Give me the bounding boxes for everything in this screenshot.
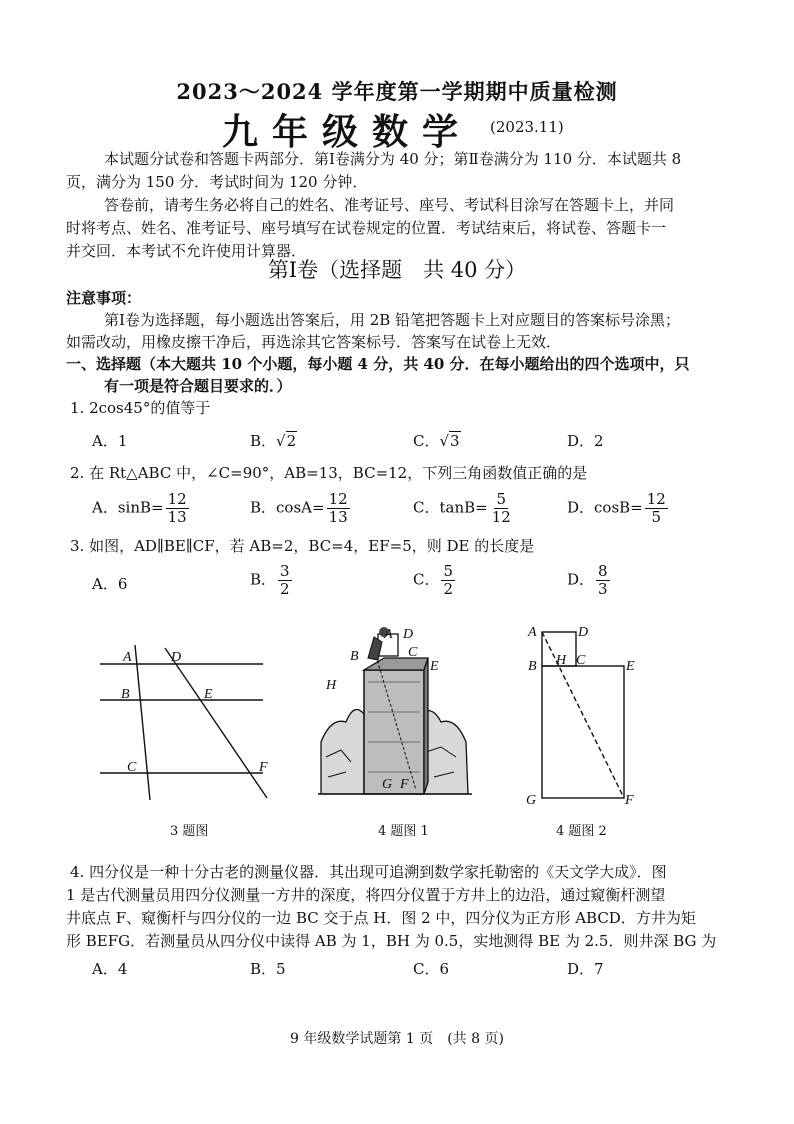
q4-option-a: A．4 — [92, 960, 128, 978]
q1-option-b-label: B． — [250, 432, 277, 450]
q3-option-d — [567, 563, 612, 598]
exam-title: 2023～2024 学年度第一学期期中质量检测 — [176, 79, 618, 104]
label-g: G — [382, 777, 393, 792]
q4-line-2: 1 是古代测量员用四分仪测量一方井的深度，将四分仪置于方井上的边沿，通过窥衡杆测望 — [66, 886, 666, 904]
q3-option-b-label: B． — [250, 570, 277, 589]
label-d: D — [403, 627, 414, 642]
q1-option-c-radicand: 3 — [450, 432, 460, 450]
part-one-line-1: 一、选择题（本大题共 10 个小题，每小题 4 分，共 40 分．在每小题给出的四个选项中，只 — [66, 355, 690, 373]
denominator: 2 — [280, 580, 290, 598]
well-top — [364, 658, 428, 670]
numerator: 5 — [496, 490, 507, 508]
transversal-def — [165, 648, 267, 798]
intro-line-2: 页，满分为 150 分．考试时间为 120 分钟． — [66, 173, 368, 191]
q3-option-d-label: D． — [567, 570, 595, 589]
q3-option-b — [250, 563, 294, 598]
sqrt-symbol: √3 — [439, 432, 460, 450]
label-h: H — [326, 678, 337, 693]
fraction — [596, 563, 610, 598]
page-footer: 9 年级数学试题第 1 页 (共 8 页) — [290, 1031, 504, 1047]
label-d: D — [171, 650, 182, 665]
label-g: G — [526, 793, 537, 808]
q2-option-a-label: A．sinB= — [92, 498, 164, 517]
label-b: B — [350, 649, 359, 664]
denominator: 12 — [491, 508, 511, 526]
q1-option-b-radicand: 2 — [286, 432, 297, 450]
q4-option-d: D．7 — [567, 960, 604, 978]
q4-line-1: 4. 四分仪是一种十分古老的测量仪器．其出现可追溯到数学家托勒密的《天文学大成》．图 — [70, 863, 667, 881]
label-e: E — [204, 687, 213, 702]
numerator: 12 — [167, 490, 187, 508]
intro-line-1: 本试题分试卷和答题卡两部分．第Ⅰ卷满分为 40 分；第Ⅱ卷满分为 110 分．本试题共 8 — [104, 150, 682, 168]
q2-option-c — [413, 491, 515, 526]
denominator: 13 — [167, 508, 187, 526]
part-one-line-2: 有一项是符合题目要求的．） — [104, 377, 292, 395]
well-front — [364, 670, 424, 794]
label-c: C — [576, 653, 586, 668]
figure-3-diagram — [95, 640, 270, 805]
label-e: E — [626, 659, 635, 674]
q3-stem: 3. 如图，AD∥BE∥CF，若 AB=2，BC=4，EF=5，则 DE 的长度是 — [70, 537, 535, 555]
label-c: C — [408, 645, 418, 660]
fraction — [278, 563, 292, 598]
fraction — [441, 563, 455, 598]
q2-stem: 2. 在 Rt△ABC 中，∠C=90°，AB=13，BC=12，下列三角函数值正确的是 — [70, 464, 588, 482]
label-b: B — [528, 659, 537, 674]
notes-line-1: 第Ⅰ卷为选择题，每小题选出答案后，用 2B 铅笔把答题卡上对应题目的答案标号涂黑； — [104, 311, 681, 329]
label-b: B — [121, 687, 130, 702]
fraction — [327, 491, 350, 526]
q1-option-b — [250, 430, 297, 451]
intro-line-5: 并交回．本考试不允许使用计算器． — [66, 242, 307, 260]
fraction — [645, 491, 668, 526]
fraction — [490, 491, 513, 526]
q1-option-c — [413, 430, 461, 451]
label-a: A — [384, 627, 393, 642]
label-c: C — [127, 760, 137, 775]
q2-option-a — [92, 491, 191, 526]
numerator: 12 — [646, 490, 666, 508]
transversal-abc — [135, 645, 150, 800]
q1-option-a: A．1 — [92, 432, 128, 450]
q4-option-b: B．5 — [250, 960, 286, 978]
label-h: H — [556, 653, 567, 668]
figure-4-2-caption: 4 题图 2 — [556, 824, 607, 839]
section-title: 第Ⅰ卷（选择题 共 40 分） — [267, 258, 527, 282]
label-a: A — [528, 625, 537, 640]
label-f: F — [625, 793, 634, 808]
denominator: 3 — [598, 580, 608, 598]
q2-option-d — [567, 491, 670, 526]
q1-option-c-label: C． — [413, 432, 440, 450]
sqrt-symbol: √2 — [276, 432, 297, 450]
q4-line-3: 井底点 F、窥衡杆与四分仪的一边 BC 交于点 H．图 2 中，四分仪为正方形 ABCD．方井为矩 — [66, 909, 696, 927]
figure-4-2-diagram — [522, 620, 652, 810]
label-f: F — [259, 760, 268, 775]
denominator: 2 — [443, 580, 454, 598]
exam-date: (2023.11) — [490, 118, 564, 136]
q2-option-c-label: C．tanB= — [413, 498, 488, 517]
q2-option-d-label: D．cosB= — [567, 498, 643, 517]
q3-option-c — [413, 563, 457, 598]
label-d: D — [578, 625, 589, 640]
label-e: E — [430, 659, 439, 674]
q2-option-b-label: B．cosA= — [250, 498, 325, 517]
notes-heading: 注意事项： — [66, 289, 142, 307]
q2-option-b — [250, 491, 352, 526]
figure-3-caption: 3 题图 — [170, 824, 209, 839]
denominator: 5 — [651, 508, 662, 526]
label-a: A — [123, 650, 132, 665]
numerator: 3 — [280, 562, 290, 580]
q1-stem: 1. 2cos45°的值等于 — [70, 399, 211, 417]
q4-option-c: C．6 — [413, 960, 450, 978]
numerator: 5 — [443, 562, 454, 580]
numerator: 12 — [328, 490, 348, 508]
figure-4-1-caption: 4 题图 1 — [378, 824, 429, 839]
intro-line-3: 答卷前，请考生务必将自己的姓名、准考证号、座号、考试科目涂写在答题卡上，并同 — [104, 196, 675, 214]
fraction — [166, 491, 189, 526]
subject-title: 九年级数学 — [222, 111, 473, 153]
q3-option-c-label: C． — [413, 570, 440, 589]
numerator: 8 — [598, 562, 608, 580]
q4-line-4: 形 BEFG．若测量员从四分仪中读得 AB 为 1，BH 为 0.5，实地测得 BE 为 2.5．则井深 BG 为 — [66, 932, 717, 950]
intro-line-4: 时将考点、姓名、准考证号、座号填写在试卷规定的位置．考试结束后，将试卷、答题卡一 — [66, 219, 667, 237]
q1-option-d: D．2 — [567, 432, 604, 450]
rect-befg — [542, 666, 624, 798]
q3-option-a: A．6 — [92, 575, 128, 593]
label-f: F — [400, 777, 409, 792]
figure-4-1-illustration — [316, 622, 476, 812]
notes-line-2: 如需改动，用橡皮擦干净后，再选涂其它答案标号．答案写在试卷上无效． — [66, 333, 562, 351]
well-side — [424, 658, 428, 794]
denominator: 13 — [328, 508, 348, 526]
